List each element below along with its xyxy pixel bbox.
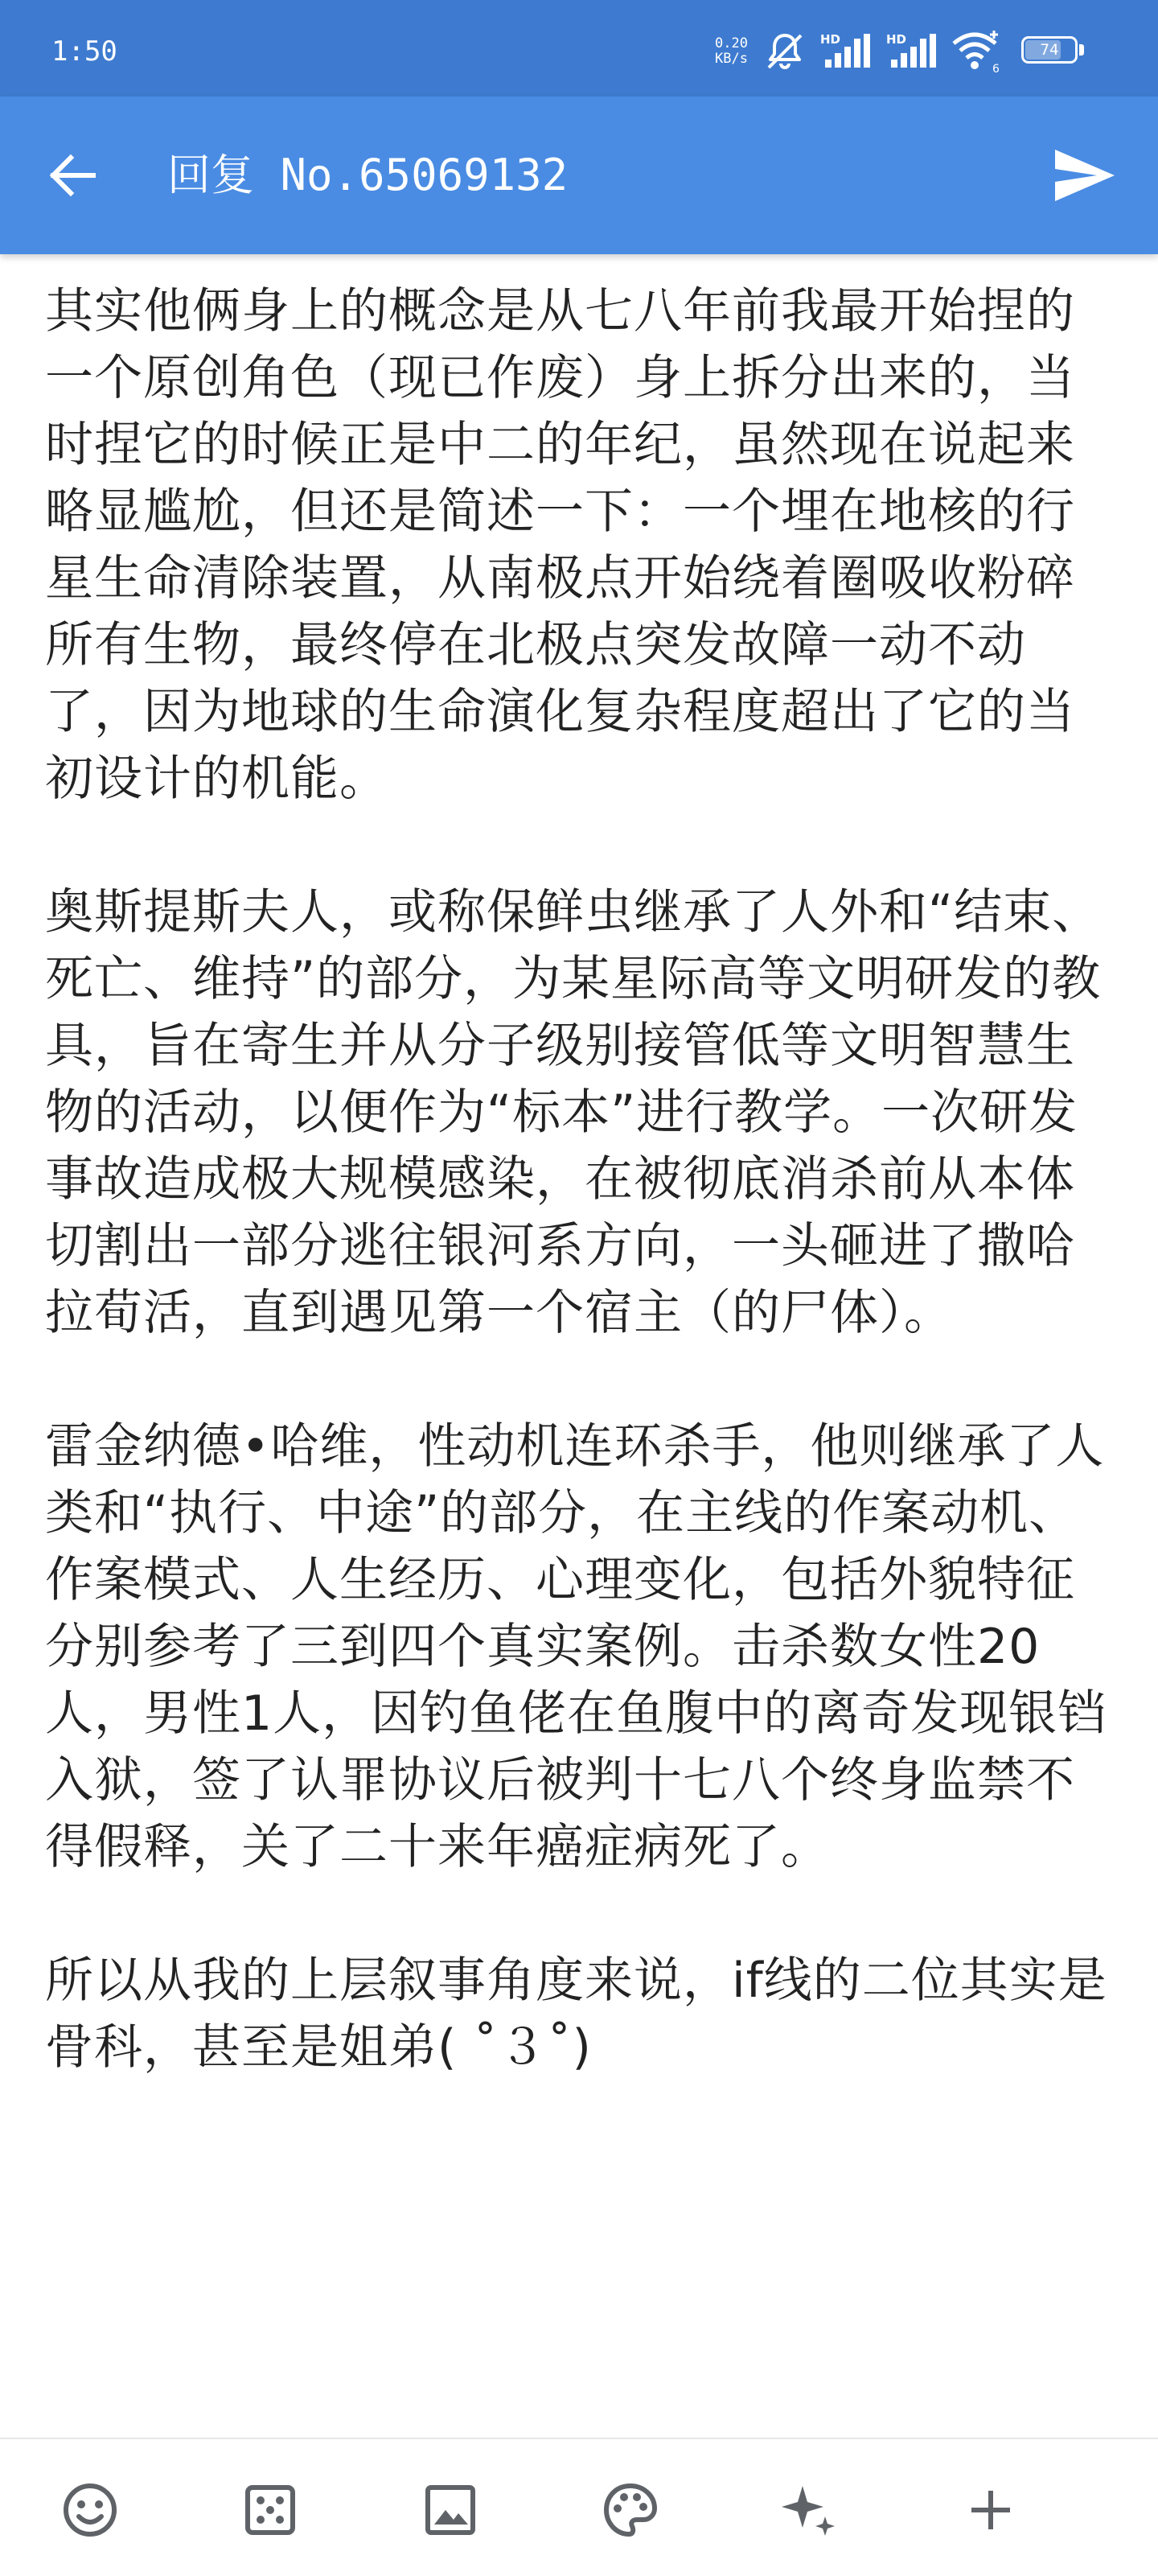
dice-icon	[241, 2481, 299, 2539]
send-icon	[1052, 146, 1116, 204]
send-button[interactable]	[1042, 134, 1126, 217]
image-icon	[421, 2481, 479, 2539]
battery-icon	[1021, 36, 1087, 67]
wifi-badge: 6	[992, 63, 1000, 74]
sim1-hd-label: HD	[820, 32, 841, 47]
palette-button[interactable]	[598, 2478, 663, 2542]
palette-icon	[602, 2481, 659, 2539]
smiley-icon	[61, 2481, 119, 2539]
wifi-icon	[951, 29, 1004, 74]
dice-button[interactable]	[238, 2478, 302, 2542]
mute-icon	[764, 31, 806, 72]
reply-paragraph: 所以从我的上层叙事角度来说，if线的二位其实是骨科，甚至是姐弟( ˚３˚)	[45, 1953, 1107, 2076]
back-button[interactable]	[35, 138, 109, 212]
image-button[interactable]	[418, 2478, 482, 2542]
sparkle-button[interactable]	[778, 2478, 843, 2542]
reply-paragraph: 奥斯提斯夫人，或称保鲜虫继承了人外和“结束、死亡、维持”的部分，为某星际高等文明研发的教具，旨在寄生并从分子级别接管低等文明智慧生物的活动，以便作为“标本”进行教学。一次研发事故造成极大规模感染，在被彻底消杀前从本体切割出一部分逃往银河系方向，一头砸进了撒哈拉荀活，直到遇见第一个宿主（的尸体）。	[45, 884, 1102, 1341]
signal-icon	[819, 31, 872, 72]
battery-level: 74	[1040, 41, 1059, 59]
app-bar	[0, 97, 1158, 254]
status-icons	[715, 27, 1087, 76]
page-title: 回复 No.65069132	[167, 150, 569, 200]
emoji-button[interactable]	[58, 2478, 122, 2542]
signal-icon-2	[885, 31, 938, 72]
status-bar	[0, 0, 1158, 97]
plus-icon	[965, 2484, 1016, 2536]
status-time: 1:50	[51, 35, 117, 68]
reply-paragraph: 雷金纳德•哈维，性动机连环杀手，他则继承了人类和“执行、中途”的部分，在主线的作案动机、作案模式、人生经历、心理变化，包括外貌特征分别参考了三到四个真实案例。击杀数女性20人，男性1人，因钓鱼佬在鱼腹中的离奇发现银铛入狱，签了认罪协议后被判十七八个终身监禁不得假释，关了二十来年癌症病死了。	[45, 1418, 1107, 1875]
reply-text-editor[interactable]	[45, 278, 1119, 2148]
sim2-hd-label: HD	[886, 32, 907, 47]
sparkle-icon	[778, 2478, 843, 2542]
reply-paragraph: 其实他俩身上的概念是从七八年前我最开始捏的一个原创角色（现已作废）身上拆分出来的，当时捏它的时候正是中二的年纪，虽然现在说起来略显尴尬，但还是简述一下：一个埋在地核的行星生命清除装置，从南极点开始绕着圈吸收粉碎所有生物，最终停在北极点突发故障一动不动了，因为地球的生命演化复杂程度超出了它的当初设计的机能。	[45, 283, 1075, 807]
add-button[interactable]	[959, 2478, 1023, 2542]
bottom-toolbar	[0, 2438, 1158, 2576]
arrow-left-icon	[47, 150, 98, 201]
network-speed-unit: KB/s	[715, 51, 748, 67]
network-speed	[715, 36, 748, 67]
network-speed-value: 0.20	[715, 35, 748, 51]
